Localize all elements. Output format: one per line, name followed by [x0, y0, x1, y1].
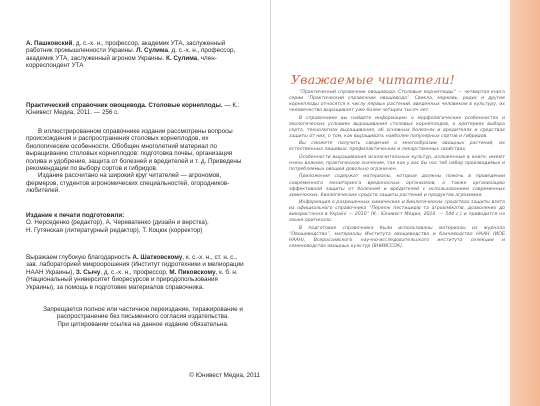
catalog-entry — [26, 102, 248, 117]
preface-paragraph: Информация о разрешенных химических и биологических средствах защиты взята из официального справочника “Перелік пестицидів та агрохімікатів, дозволених до використання в Україні — 2010” (К.: Юнивест Медиа, 2010. — 544 с.) и приводится на языке оригинала. — [289, 200, 505, 224]
author-credentials: , д. с.-х. н., профессор, академик УТА, заслуженный работник промышленности Украины. — [26, 40, 226, 55]
thanks-person: А. Шатковскому — [132, 254, 183, 261]
thanks-text: , к. б. н. (Национальный университет биоресурсов и природопользования Украины), за помощь в подготовке материалов справочника. — [26, 268, 238, 291]
publication-info: — К.: Юнивест Медиа, 2011. — 256 с. — [26, 102, 240, 117]
rights-notice — [38, 306, 248, 328]
decorative-edge-band — [510, 0, 540, 406]
book-title: Практический справочник овощевода. Столовые корнеплоды. — [26, 102, 223, 109]
preface-paragraph: Вы сможете получить сведения о многообразии овощных растений, их естественных пищевых, профилактических и лекарственных свойствах. — [289, 141, 505, 153]
copyright: © Юнивест Медиа, 2011 — [189, 372, 260, 379]
prepared-line: О. Нерседенко (редактор), А. Череватенко (дизайн и верстка), — [26, 219, 209, 227]
author-name: К. Сулима — [166, 54, 198, 62]
authors-block — [26, 40, 248, 70]
preface-paragraph: Приложения содержат материалы, которые должны помочь в проведении современного мониторинга вредоносных организмов, а также организацию эффективной защиты от болезней и вредителей с использованием современных химических, биологических средств защиты растений и продуктов агрохимии. — [289, 174, 505, 198]
prepared-line: Н. Гутянская (литературный редактор), Т. Коцюк (корректор) — [26, 226, 203, 234]
preface-paragraph: В подготовке справочника были использованы материалы из журнала “Овощеводство”, материалы Института овощеводства и бахчеводства НААН (ИОБ НААН), Всероссийского научно-исследовательского института селекции и семеноводства овощных культур (ВНИИССОК). — [289, 225, 505, 250]
thanks-person: З. Сычу — [75, 268, 101, 276]
rights-paragraph: Запрещается полное или частичное переиздание, тиражирование и распространение без письменного согласия издательства. — [43, 306, 243, 321]
prepared-by — [26, 212, 248, 234]
annotation-paragraph: Издание рассчитано на широкий круг читателей — агрономов, фермеров, студентов агрономических специальностей, огородников-любителей. — [26, 172, 230, 195]
thanks-text: , к. с.-х. н., ст. н. с., зав. лабораторией микроорошения (Институт гидротехники и мелиорации НААН Украины), — [26, 254, 244, 276]
author-name: А. Пашковский — [26, 40, 73, 47]
author-name: Л. Сулима — [136, 47, 168, 55]
author-credentials: , д. с.-х. н., профессор, академик УТА, заслуженный агроном Украины. — [26, 47, 236, 62]
annotation-paragraph: В иллюстрированном справочнике издании рассмотрены вопросы происхождения и распространения столовых корнеплодов, их биологические особенности. Обобщен многолетний материал по выращиванию столовых корнеплодов: подготовка почвы, организация полива и удобрения, защита от болезней и вредителей и т. д. Приведены рекомендации по выбору сортов и гибридов. — [26, 128, 242, 173]
preface-title: Уважаемые читатели! — [291, 72, 455, 87]
thanks-person: М. Пиковскому — [169, 268, 216, 276]
preface-paragraph: “Практический справочник овощевода. Столовые корнеплоды” — четвертая книга серии “Практический справочник овощевода”. Свекла, морковь, редис и другие корнеплоды относятся к числу первых растений, введенных человеком в культуру, их человечество выращивает уже более четырех тысяч лет. — [289, 90, 505, 114]
annotation — [26, 128, 248, 195]
acknowledgements — [26, 254, 248, 291]
preface-body — [289, 90, 505, 251]
author-credentials: , член-корреспондент УТА — [26, 54, 217, 70]
preface-paragraph: Особенности выращивания исключительных культур, изложенные в книге, имеют очень важное, практическое значение, так как у вас бы нас тоб набор производимых и потребляемых овощей довольно ограничен. — [289, 154, 505, 173]
thanks-text: Выражаем глубокую благодарность — [26, 254, 133, 261]
thanks-text: , д. с.-х. н., профессор, — [100, 268, 170, 276]
rights-paragraph: При цитировании ссылка на данное издание обязательна. — [57, 320, 229, 328]
preface-paragraph: В справочнике вы найдете информацию о морфологических особенностях и экологических условиях выращивания столовых корнеплодов, о критериях выбора сорта, технологиях выращивания, об основных болезнях и вредителях и средствах защиты от них, о том, как выращивать наиболее популярных сортов и гибридов. — [289, 115, 505, 139]
preface-page — [271, 0, 540, 406]
prepared-heading: Издание к печати подготовили: — [26, 212, 125, 219]
